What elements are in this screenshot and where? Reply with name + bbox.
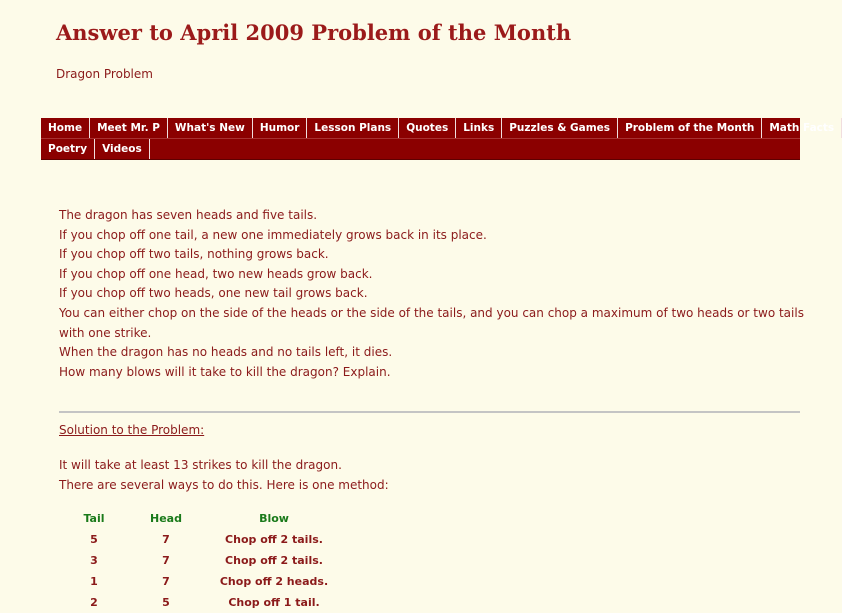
solution-line: There are several ways to do this. Here is one method: xyxy=(59,478,389,492)
cell-head: 5 xyxy=(162,596,170,609)
column-header-tail: Tail xyxy=(83,512,105,525)
table-row xyxy=(70,592,334,613)
page-subtitle: Dragon Problem xyxy=(56,67,153,81)
table-row xyxy=(70,550,334,571)
main-nav xyxy=(41,118,835,160)
cell-blow: Chop off 2 tails. xyxy=(225,533,323,546)
cell-head: 7 xyxy=(162,575,170,588)
table-row xyxy=(70,571,334,592)
problem-statement xyxy=(59,206,804,382)
nav-row-1 xyxy=(41,118,835,138)
nav-links[interactable]: Links xyxy=(456,118,502,138)
cell-head: 7 xyxy=(162,554,170,567)
solution-line: It will take at least 13 strikes to kill the dragon. xyxy=(59,458,342,472)
nav-puzzles-games[interactable]: Puzzles & Games xyxy=(502,118,618,138)
cell-blow: Chop off 2 tails. xyxy=(225,554,323,567)
page-title: Answer to April 2009 Problem of the Month xyxy=(56,20,572,45)
nav-math-facts[interactable]: Math Facts xyxy=(762,118,842,138)
cell-tail: 5 xyxy=(90,533,98,546)
problem-line: When the dragon has no heads and no tails left, it dies. xyxy=(59,345,393,360)
column-header-head: Head xyxy=(150,512,182,525)
problem-line: If you chop off two heads, one new tail grows back. xyxy=(59,286,368,301)
solution-heading: Solution to the Problem: xyxy=(59,423,205,437)
nav-meet-mr-p[interactable]: Meet Mr. P xyxy=(90,118,168,138)
nav-whats-new[interactable]: What's New xyxy=(168,118,253,138)
table-row xyxy=(70,529,334,550)
cell-tail: 2 xyxy=(90,596,98,609)
nav-quotes[interactable]: Quotes xyxy=(399,118,456,138)
cell-tail: 3 xyxy=(90,554,98,567)
nav-lesson-plans[interactable]: Lesson Plans xyxy=(307,118,399,138)
problem-line: with one strike. xyxy=(59,325,152,340)
cell-blow: Chop off 1 tail. xyxy=(228,596,320,609)
nav-poetry[interactable]: Poetry xyxy=(41,139,95,159)
nav-problem-of-the-month[interactable]: Problem of the Month xyxy=(618,118,762,138)
nav-row-2 xyxy=(41,138,800,159)
solution-table xyxy=(70,508,334,613)
cell-blow: Chop off 2 heads. xyxy=(219,575,329,588)
solution-intro xyxy=(59,455,389,495)
problem-line: If you chop off two tails, nothing grows back. xyxy=(59,247,329,262)
cell-head: 7 xyxy=(162,533,170,546)
nav-videos[interactable]: Videos xyxy=(95,139,150,159)
table-header-row xyxy=(70,508,334,529)
problem-line: The dragon has seven heads and five tails. xyxy=(59,208,318,222)
problem-line: How many blows will it take to kill the dragon? Explain. xyxy=(59,364,391,379)
problem-line: You can either chop on the side of the heads or the side of the tails, and you can chop a maximum of two heads or two tails xyxy=(59,305,804,320)
problem-line: If you chop off one tail, a new one immediately grows back in its place. xyxy=(59,227,487,242)
problem-line: If you chop off one head, two new heads grow back. xyxy=(59,266,373,281)
cell-tail: 1 xyxy=(90,575,98,588)
column-header-blow: Blow xyxy=(259,512,289,525)
nav-home[interactable]: Home xyxy=(41,118,90,138)
section-divider xyxy=(59,411,800,413)
nav-humor[interactable]: Humor xyxy=(253,118,308,138)
